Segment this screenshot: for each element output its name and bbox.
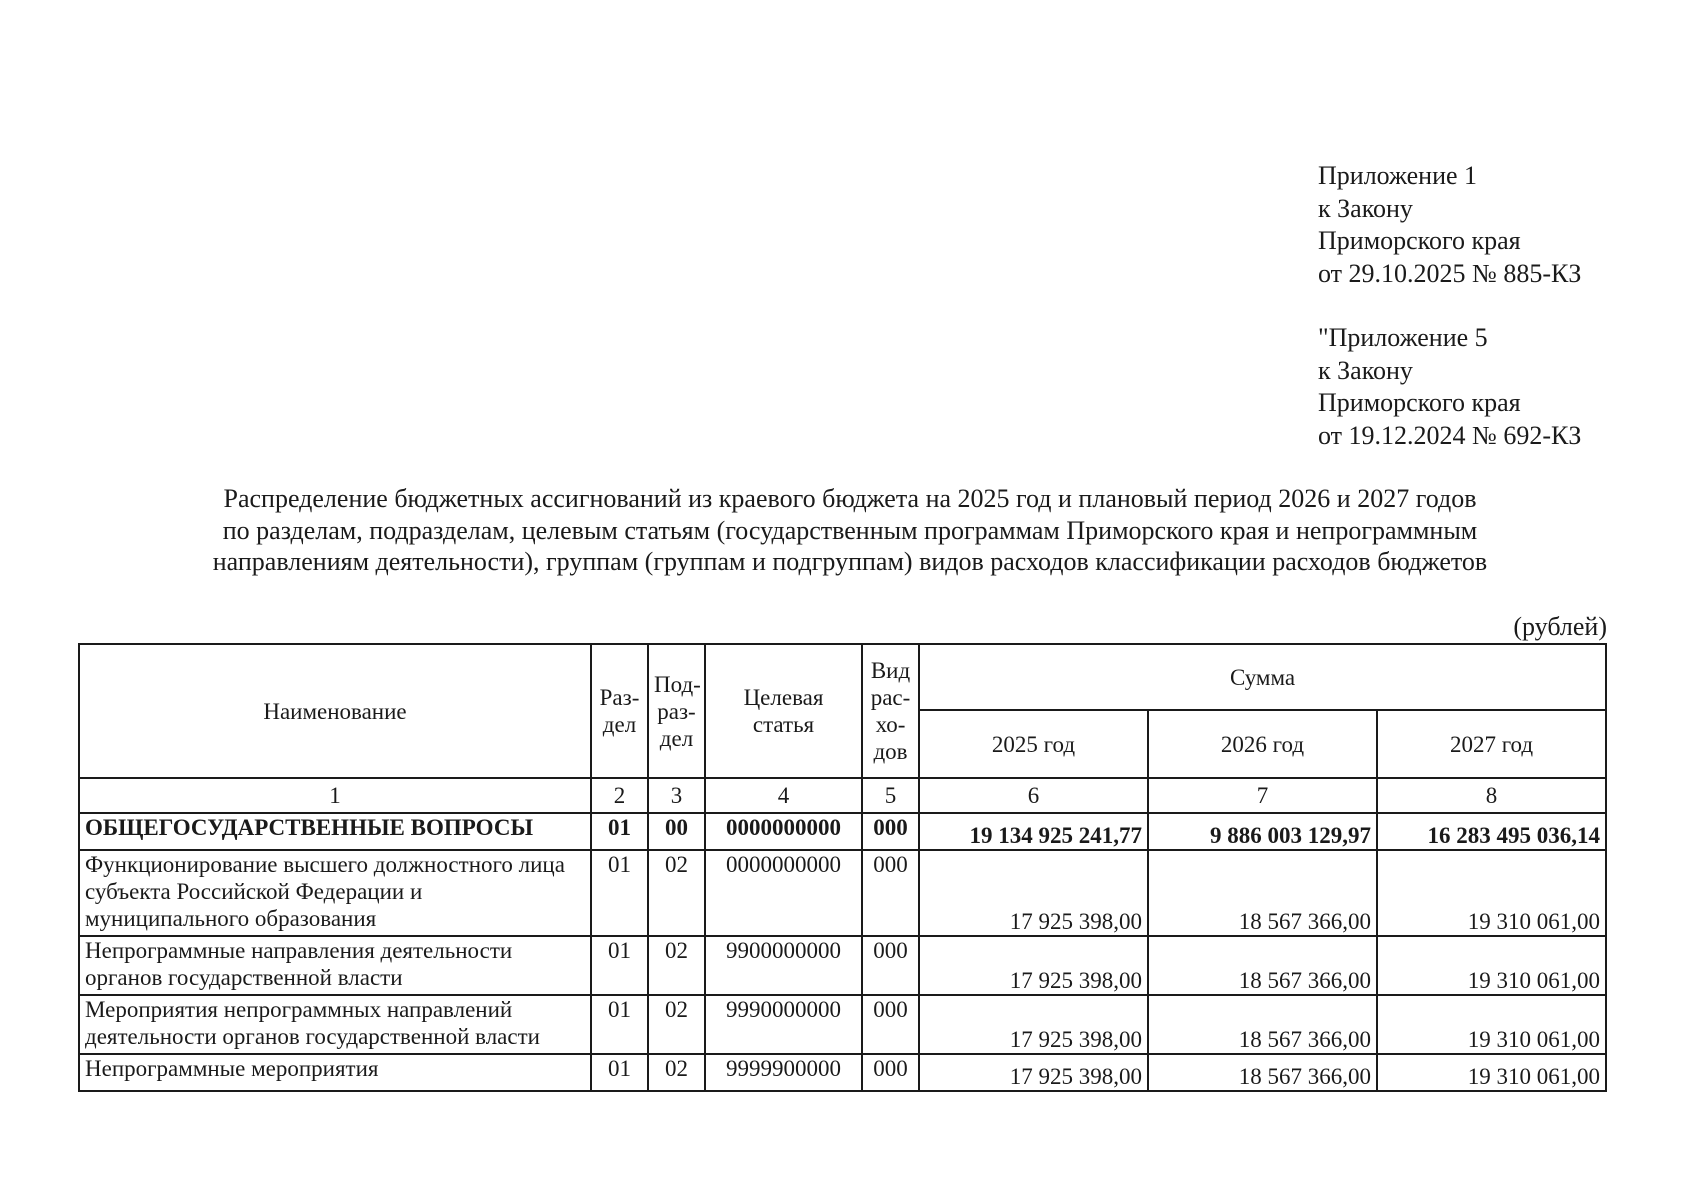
appendix-1-line1: Приложение 1	[1318, 161, 1478, 190]
row-target: 9900000000	[705, 936, 862, 995]
row-amount-2026: 18 567 366,00	[1148, 850, 1377, 936]
header-year-2027: 2027 год	[1377, 710, 1606, 778]
column-number: 4	[705, 778, 862, 813]
row-subsection: 02	[648, 995, 705, 1054]
header-section: Раз-дел	[591, 644, 648, 778]
appendix-5-line2: к Закону	[1318, 355, 1413, 385]
table-row	[79, 850, 1606, 936]
row-amount-2027: 19 310 061,00	[1377, 850, 1606, 936]
row-expense-type: 000	[862, 936, 919, 995]
row-subsection: 02	[648, 850, 705, 936]
column-number: 8	[1377, 778, 1606, 813]
table-row	[79, 936, 1606, 995]
appendix-1-line3: Приморского края	[1318, 226, 1521, 255]
header-year-2025: 2025 год	[919, 710, 1148, 778]
row-subsection: 02	[648, 936, 705, 995]
row-expense-type: 000	[862, 850, 919, 936]
column-number: 1	[79, 778, 591, 813]
budget-table	[78, 643, 1607, 1092]
column-number: 6	[919, 778, 1148, 813]
row-name: Непрограммные мероприятия	[79, 1054, 591, 1091]
row-section: 01	[591, 936, 648, 995]
row-amount-2027: 19 310 061,00	[1377, 1054, 1606, 1091]
row-amount-2027: 19 310 061,00	[1377, 936, 1606, 995]
header-sum: Сумма	[919, 644, 1606, 710]
row-target: 0000000000	[705, 850, 862, 936]
row-name: ОБЩЕГОСУДАРСТВЕННЫЕ ВОПРОСЫ	[79, 813, 591, 850]
title-line1: Распределение бюджетных ассигнований из краевого бюджета на 2025 год и плановый период 2026 и 2027 годов	[223, 484, 1477, 513]
appendix-5-line1: "Приложение 5	[1318, 323, 1488, 352]
row-name: Непрограммные направления деятельности органов государственной власти	[79, 936, 591, 995]
appendix-5-line4: от 19.12.2024 № 692-КЗ	[1318, 420, 1582, 450]
row-amount-2025: 19 134 925 241,77	[919, 813, 1148, 850]
row-expense-type: 000	[862, 1054, 919, 1091]
row-amount-2027: 19 310 061,00	[1377, 995, 1606, 1054]
row-amount-2026: 18 567 366,00	[1148, 936, 1377, 995]
row-amount-2025: 17 925 398,00	[919, 995, 1148, 1054]
row-amount-2025: 17 925 398,00	[919, 850, 1148, 936]
document-title	[80, 483, 1620, 578]
row-target: 9990000000	[705, 995, 862, 1054]
title-line3: направлениям деятельности), группам (группам и подгруппам) видов расходов классификации расходов бюджетов	[212, 547, 1488, 576]
units-label: (рублей)	[1513, 612, 1607, 641]
row-section: 01	[591, 850, 648, 936]
row-name: Функционирование высшего должностного лица субъекта Российской Федерации и муниципального образования	[79, 850, 591, 936]
table-row	[79, 1054, 1606, 1091]
appendix-1-block	[1318, 160, 1581, 290]
header-name: Наименование	[79, 644, 591, 778]
row-amount-2027: 16 283 495 036,14	[1377, 813, 1606, 850]
row-subsection: 02	[648, 1054, 705, 1091]
row-section: 01	[591, 813, 648, 850]
column-number: 5	[862, 778, 919, 813]
row-amount-2025: 17 925 398,00	[919, 1054, 1148, 1091]
appendix-1-line4: от 29.10.2025 № 885-КЗ	[1318, 258, 1582, 288]
row-target: 9999900000	[705, 1054, 862, 1091]
header-subsection: Под-раз-дел	[648, 644, 705, 778]
title-line2: по разделам, подразделам, целевым статьям (государственным программам Приморского края и непрограммным	[222, 515, 1478, 545]
appendix-1-line2: к Закону	[1318, 193, 1413, 223]
table-row	[79, 995, 1606, 1054]
header-year-2026: 2026 год	[1148, 710, 1377, 778]
column-numbers-row	[79, 778, 1606, 813]
header-row-top	[79, 644, 1606, 710]
row-target: 0000000000	[705, 813, 862, 850]
row-amount-2026: 18 567 366,00	[1148, 1054, 1377, 1091]
row-expense-type: 000	[862, 995, 919, 1054]
header-expense-type: Вид рас-хо-дов	[862, 644, 919, 778]
row-section: 01	[591, 995, 648, 1054]
header-target: Целевая статья	[705, 644, 862, 778]
column-number: 7	[1148, 778, 1377, 813]
appendix-5-block	[1318, 322, 1581, 452]
row-amount-2025: 17 925 398,00	[919, 936, 1148, 995]
table-row	[79, 813, 1606, 850]
row-section: 01	[591, 1054, 648, 1091]
column-number: 3	[648, 778, 705, 813]
appendix-5-line3: Приморского края	[1318, 388, 1521, 417]
row-subsection: 00	[648, 813, 705, 850]
column-number: 2	[591, 778, 648, 813]
row-name: Мероприятия непрограммных направлений деятельности органов государственной власти	[79, 995, 591, 1054]
row-amount-2026: 9 886 003 129,97	[1148, 813, 1377, 850]
row-expense-type: 000	[862, 813, 919, 850]
row-amount-2026: 18 567 366,00	[1148, 995, 1377, 1054]
